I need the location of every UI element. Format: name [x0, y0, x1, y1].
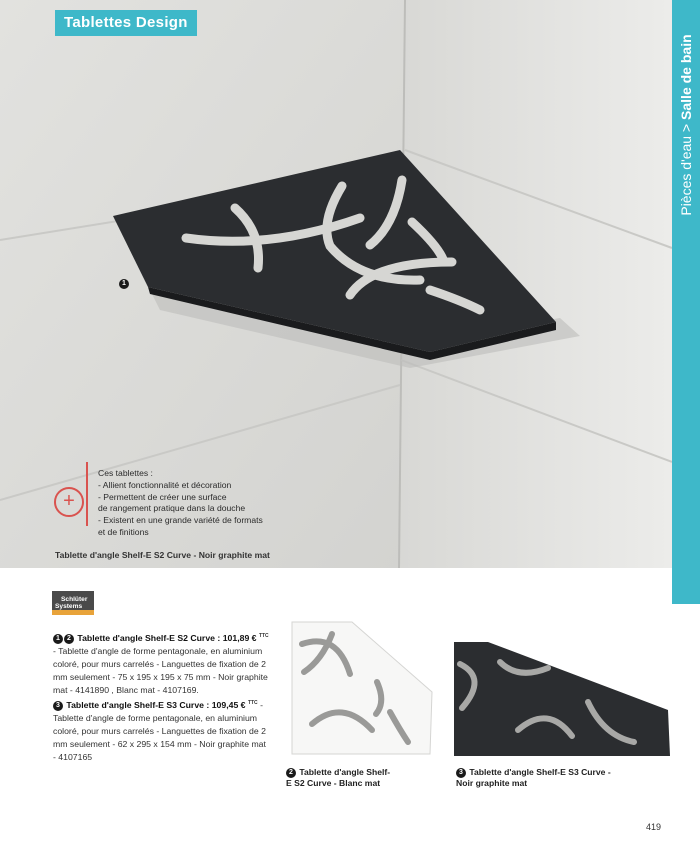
category-name: Pièces d'eau >: [678, 119, 694, 216]
number-badge: 3: [456, 768, 466, 778]
product-block: 3 Tablette d'angle Shelf-E S3 Curve : 109,45 € $^{TTC}$ - Tablette d'angle de forme pentagonale, en aluminium coloré, pour murs carrelés - Languettes de fixation de 2 mm seulement - 62 x 295 x 154 mm - Noir graphite mat - 4107165: [53, 699, 266, 762]
caption-line: Tablette d'angle Shelf-: [299, 767, 391, 777]
brand-logo: [52, 591, 94, 615]
category-label: [678, 34, 694, 215]
product-title: Tablette d'angle Shelf-E S3 Curve : 109,45 €: [66, 699, 248, 710]
number-badge: 2: [64, 634, 74, 644]
caption-line: Tablette d'angle Shelf-E S3 Curve -: [469, 767, 611, 777]
benefit-item: et de finitions: [98, 526, 149, 537]
benefit-item: - Allient fonctionnalité et décoration: [98, 479, 232, 490]
benefit-item: - Permettent de créer une surface: [98, 491, 227, 502]
benefit-item: de rangement pratique dans la douche: [98, 503, 246, 514]
brand-stripe: [52, 610, 94, 615]
ttc-label: TTC: [258, 633, 269, 639]
number-badge: 2: [286, 768, 296, 778]
black-shelf-image: [448, 638, 670, 762]
page-number: 419: [646, 822, 662, 832]
number-badge: 1: [53, 634, 63, 644]
product-block: 1 2 Tablette d'angle Shelf-E S2 Curve : 101,89 € $^{TTC}$ - Tablette d'angle de forme pentagonale, en aluminium coloré, pour murs carrelés - Languettes de fixation de 2 mm seulement - 75 x 195 x 195 x 75 mm - Noir graphite mat - 4141890 , Blanc mat - 4107169.: [53, 632, 269, 695]
product-caption: [286, 767, 390, 789]
product-body: Tablette d'angle de forme pentagonale, en aluminium coloré, pour murs carrelés - Languettes de fixation de 2 mm seulement - 62 x 295 x 154 mm - Noir graphite mat - 4107165: [53, 712, 266, 762]
benefit-item: - Existent en une grande variété de formats: [98, 515, 263, 526]
product-title: Tablette d'angle Shelf-E S2 Curve : 101,89 €: [77, 632, 259, 643]
white-shelf-image: [282, 612, 442, 762]
section-tag: Tablettes Design: [55, 10, 197, 36]
subcategory-name: Salle de bain: [678, 34, 694, 120]
number-badge: 1: [119, 279, 129, 289]
benefits-title: Ces tablettes :: [98, 468, 153, 478]
hero-caption: Tablette d'angle Shelf-E S2 Curve - Noir graphite mat: [55, 550, 270, 560]
product-descriptions: [53, 630, 271, 764]
product-body: Tablette d'angle de forme pentagonale, en aluminium coloré, pour murs carrelés - Languettes de fixation de 2 mm seulement - 75 x 195 x 195 x 75 mm - Noir graphite mat - 4141890 , Blanc mat - 4107169.: [53, 645, 268, 695]
caption-line: Noir graphite mat: [456, 778, 528, 788]
brand-name: Systems: [55, 603, 83, 610]
benefits-list: [98, 468, 263, 539]
product-caption: [456, 767, 611, 789]
plus-icon: +: [54, 487, 84, 517]
brand-name: Schlüter: [61, 596, 88, 603]
caption-line: E S2 Curve - Blanc mat: [286, 778, 381, 788]
number-badge: 3: [53, 701, 63, 711]
ttc-label: TTC: [247, 699, 258, 706]
black-shelf: [454, 642, 670, 756]
divider: [86, 462, 88, 526]
